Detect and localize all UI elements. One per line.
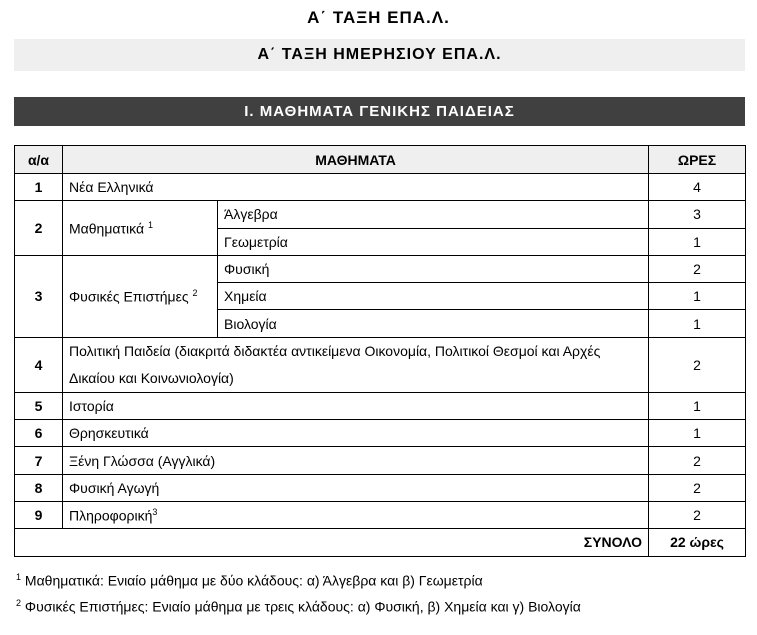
table-row — [15, 174, 746, 201]
row-subject: Πολιτική Παιδεία (διακριτά διδακτέα αντικείμενα Οικονομία, Πολιτικοί Θεσμοί και Αρχές Δικαίου και Κοινωνιολογία) — [63, 337, 649, 392]
row-hours: 2 — [649, 501, 746, 528]
row-hours: 1 — [649, 392, 746, 419]
row-num: 9 — [15, 501, 63, 528]
section-header: Ι. ΜΑΘΗΜΑΤΑ ΓΕΝΙΚΗΣ ΠΑΙΔΕΙΑΣ — [14, 97, 745, 126]
row-num: 8 — [15, 474, 63, 501]
table-header-row — [15, 146, 746, 174]
branch-hours: 2 — [649, 255, 746, 282]
subject-label: Πληροφορική — [69, 507, 153, 524]
row-num: 2 — [15, 201, 63, 256]
footnote-ref: 3 — [152, 506, 158, 517]
page-subtitle: Α΄ ΤΑΞΗ ΗΜΕΡΗΣΙΟΥ ΕΠΑ.Λ. — [14, 39, 745, 71]
branch-name: Άλγεβρα — [218, 201, 649, 228]
header-subject: ΜΑΘΗΜΑΤΑ — [63, 146, 649, 174]
footnote-text: Μαθηματικά: Ενιαίο μάθημα με δύο κλάδους: α) Άλγεβρα και β) Γεωμετρία — [21, 572, 483, 589]
subject-label: Φυσικές Επιστήμες — [69, 288, 189, 305]
total-value: 22 ώρες — [649, 529, 746, 556]
subject-label: Μαθηματικά — [69, 220, 145, 237]
header-hours: ΩΡΕΣ — [649, 146, 746, 174]
branch-hours: 1 — [649, 310, 746, 337]
subjects-table — [14, 145, 746, 557]
footnote-2 — [16, 598, 581, 615]
row-num: 1 — [15, 174, 63, 201]
row-num: 3 — [15, 255, 63, 337]
row-num: 4 — [15, 337, 63, 392]
footnote-ref: 1 — [147, 219, 153, 230]
branch-name: Γεωμετρία — [218, 228, 649, 255]
branch-name: Βιολογία — [218, 310, 649, 337]
row-subject: Φυσική Αγωγή — [63, 474, 649, 501]
row-subject: Θρησκευτικά — [63, 420, 649, 447]
table-row — [15, 501, 746, 528]
branch-hours: 1 — [649, 283, 746, 310]
table-row — [15, 392, 746, 419]
row-hours: 2 — [649, 337, 746, 392]
total-blank — [15, 529, 63, 556]
branch-hours: 3 — [649, 201, 746, 228]
footnote-mark: 1 — [16, 572, 22, 582]
table-row — [15, 474, 746, 501]
row-hours: 2 — [649, 447, 746, 474]
branch-hours: 1 — [649, 228, 746, 255]
row-subject — [63, 255, 218, 337]
row-subject: Ξένη Γλώσσα (Αγγλικά) — [63, 447, 649, 474]
footnote-text: Φυσικές Επιστήμες: Ενιαίο μάθημα με τρεις κλάδους: α) Φυσική, β) Χημεία και γ) Βιολογία — [21, 598, 581, 615]
footnote-1 — [16, 572, 483, 589]
footnote-ref: 2 — [192, 288, 198, 298]
row-num: 6 — [15, 420, 63, 447]
row-num: 5 — [15, 392, 63, 419]
row-hours: 1 — [649, 420, 746, 447]
row-subject — [63, 201, 218, 256]
total-row — [15, 529, 746, 556]
row-subject: Νέα Ελληνικά — [63, 174, 649, 201]
row-hours: 2 — [649, 474, 746, 501]
table-row — [15, 255, 746, 282]
row-subject: Ιστορία — [63, 392, 649, 419]
table-row — [15, 447, 746, 474]
header-num: α/α — [15, 146, 63, 174]
table-row — [15, 337, 746, 392]
row-num: 7 — [15, 447, 63, 474]
table-row — [15, 420, 746, 447]
row-subject — [63, 501, 649, 528]
footnote-mark: 2 — [16, 598, 22, 608]
row-hours: 4 — [649, 174, 746, 201]
total-label: ΣΥΝΟΛΟ — [63, 529, 649, 556]
table-row — [15, 201, 746, 228]
branch-name: Φυσική — [218, 255, 649, 282]
page-title: Α΄ ΤΑΞΗ ΕΠΑ.Λ. — [307, 8, 450, 27]
branch-name: Χημεία — [218, 283, 649, 310]
